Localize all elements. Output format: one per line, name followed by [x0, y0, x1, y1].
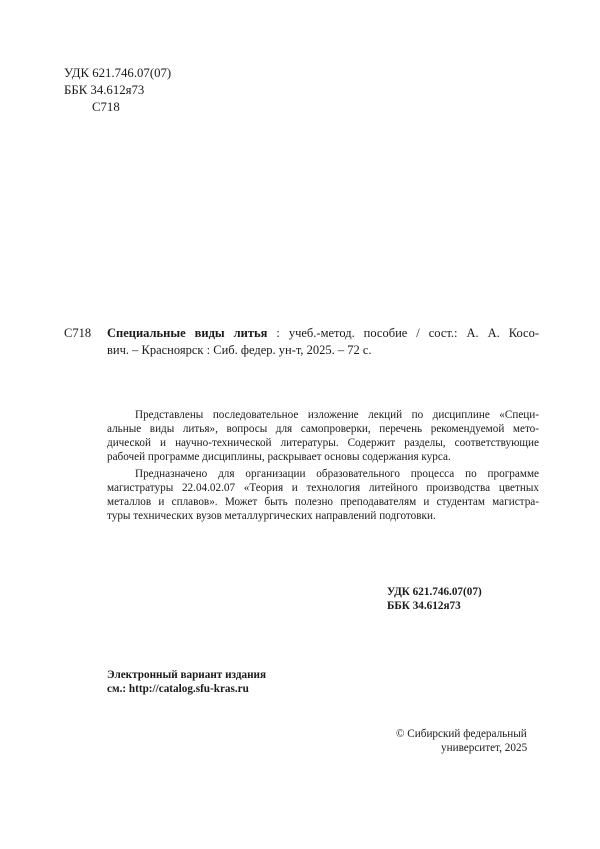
author-sign: С718: [92, 100, 120, 114]
catalog-sign: С718: [64, 326, 92, 340]
book-title: Специальные виды литья: [107, 326, 268, 340]
udk-code: УДК 621.746.07(07): [64, 66, 172, 80]
catalog-entry-line-2: вич. – Красноярск : Сиб. федер. ун-т, 2025. – 72 с.: [107, 343, 372, 357]
electronic-version-label: Электронный вариант издания: [107, 669, 267, 681]
catalog-link: см.: http://catalog.sfu-kras.ru: [107, 683, 249, 695]
annotation-p1-line: дической и научно-технической литературы. Содержит разделы, соответствующие: [107, 437, 539, 449]
annotation-p1-line: рабочей программе дисциплины, раскрывает основы содержания курса.: [107, 451, 451, 463]
annotation-p2-line: магистратуры 22.04.02.07 «Теория и технология литейного производства цветных: [107, 482, 539, 494]
annotation-p1-line: Представлены последовательное изложение лекций по дисциплине «Специ-: [135, 409, 539, 421]
annotation-p2-line: металлов и сплавов». Может быть полезно преподавателям и студентам магистра-: [107, 496, 539, 508]
footer-bbk-code: ББК 34.612я73: [387, 600, 461, 612]
annotation-p2-line: Предназначено для организации образовательного процесса по программе: [135, 468, 539, 480]
annotation-p1-line: альные виды литья», вопросы для самопроверки, перечень рекомендуемой мето-: [107, 423, 539, 435]
annotation-p2-line: туры технических вузов металлургических направлений подготовки.: [107, 510, 436, 522]
catalog-entry-line-1: Специальные виды литья : учеб.-метод. пособие / сост.: А. А. Косо-: [107, 326, 539, 340]
footer-udk-code: УДК 621.746.07(07): [387, 586, 482, 598]
copyright-line-1: © Сибирский федеральный: [396, 728, 527, 740]
copyright-line-2: университет, 2025: [441, 742, 528, 754]
bbk-code: ББК 34.612я73: [64, 83, 145, 97]
